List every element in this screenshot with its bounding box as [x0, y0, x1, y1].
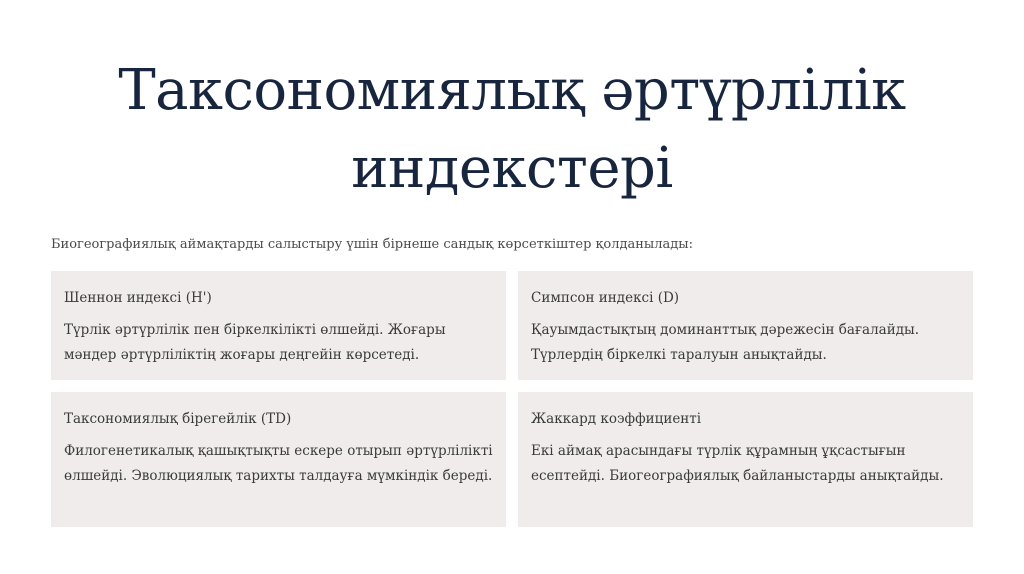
card-jaccard-coefficient — [518, 392, 973, 527]
intro-text: Биогеографиялық аймақтарды салыстыру үшін бірнеше сандық көрсеткіштер қолданылады: — [51, 237, 694, 252]
card-body: Екі аймақ арасындағы түрлік құрамның ұқсастығын есептейді. Биогеографиялық байланыстарды анықтайды. — [531, 443, 944, 484]
card-title: Таксономиялық бірегейлік (TD) — [64, 411, 292, 427]
card-simpson-index — [518, 271, 973, 380]
slide-title-line-1: Таксономиялық әртүрлілік — [118, 58, 906, 123]
card-body: Филогенетикалық қашықтықты ескере отырып әртүрлілікті өлшейді. Эволюциялық тарихты талдауға мүмкіндік береді. — [64, 443, 493, 484]
card-body: Түрлік әртүрлілік пен біркелкілікті өлшейді. Жоғары мәндер әртүрліліктің жоғары деңгейін көрсетеді. — [64, 322, 446, 363]
card-shannon-index — [51, 271, 506, 380]
card-title: Симпсон индексі (D) — [531, 290, 680, 306]
card-title: Шеннон индексі (H') — [64, 290, 212, 306]
card-title: Жаккард коэффициенті — [531, 411, 702, 427]
slide-title-line-2: индекстері — [351, 136, 673, 201]
card-body: Қауымдастықтың доминанттық дәрежесін бағалайды. Түрлердің біркелкі таралуын анықтайды. — [531, 322, 920, 363]
card-taxonomic-distinctness — [51, 392, 506, 527]
slide-title — [60, 52, 964, 208]
